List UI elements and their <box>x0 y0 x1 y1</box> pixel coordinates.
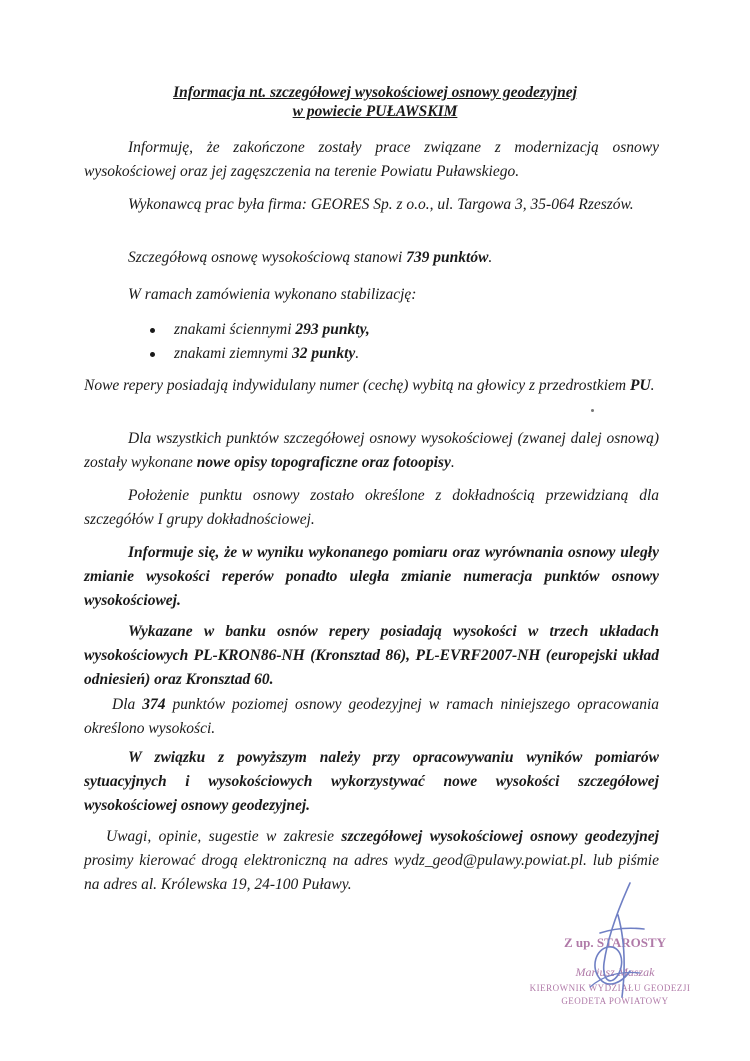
point-count-end: . <box>488 249 493 266</box>
stamp-position: KIEROWNIK WYDZIAŁU GEODEZJI <box>529 983 691 993</box>
paragraph-changes: Informuje się, że w wyniku wykonanego pomiaru oraz wyrównania osnowy uległy zmianie wysokości reperów ponadto uległa zmianie numeracja punktów osnowy wysokościowej. <box>84 544 659 609</box>
paragraph-benchmark-numbers: Nowe repery posiadają indywidulany numer (cechę) wybitą na głowicy z przedrostkiem PU. <box>84 377 655 394</box>
list-item <box>150 342 610 366</box>
stabilization-list <box>150 318 610 366</box>
contact-highlight: szczegółowej wysokościowej osnowy geodezyjnej <box>341 828 659 845</box>
list-item-text: znakami ziemnymi 32 punkty. <box>174 345 360 362</box>
bullet-icon <box>150 352 155 357</box>
horizontal-count: 374 <box>142 696 166 713</box>
handwritten-signature <box>560 875 670 1005</box>
scan-speck <box>591 409 594 412</box>
document-title-line2: w powiecie PUŁAWSKIM <box>292 103 458 120</box>
paragraph-contact: Uwagi, opinie, sugestie w zakresie szczegółowej wysokościowej osnowy geodezyjnej prosimy kierować drogą elektroniczną na adres wydz_geod@pulawy.powiat.pl. lub piśmie na adres al. Królewska 19, 24-100 Puławy. <box>84 828 659 893</box>
paragraph-point-count <box>84 246 659 270</box>
paragraph-accuracy: Położenie punktu osnowy zostało określone z dokładnością przewidzianą dla szczegółów I grupy dokładnościowej. <box>84 487 659 528</box>
paragraph-recommendation: W związku z powyższym należy przy opracowywaniu wyników pomiarów sytuacyjnych i wysokościowych wykorzystywać nowe wysokości szczegółowej wysokościowej osnowy geodezyjnej. <box>84 749 659 814</box>
paragraph-intro: Informuję, że zakończone zostały prace związane z modernizacją osnowy wysokościowej oraz jej zagęszczenia na terenie Powiatu Puławskiego. <box>84 139 659 180</box>
paragraph-contractor: Wykonawcą prac była firma: GEORES Sp. z o.o., ul. Targowa 3, 35-064 Rzeszów. <box>128 196 634 213</box>
paragraph-stabilization: W ramach zamówienia wykonano stabilizację: <box>128 286 417 303</box>
document-title-line1: Informacja nt. szczegółowej wysokościowej osnowy geodezyjnej <box>173 84 577 101</box>
stamp-name: Mariusz Maszak <box>575 965 655 979</box>
paragraph-descriptions: Dla wszystkich punktów szczegółowej osnowy wysokościowej (zwanej dalej osnową) zostały wykonane nowe opisy topograficzne oraz fotoopisy. <box>84 430 659 471</box>
prefix-value: PU <box>630 377 651 394</box>
descriptions-highlight: nowe opisy topograficzne oraz fotoopisy <box>196 454 451 471</box>
bullet-icon <box>150 328 155 333</box>
paragraph-horizontal-points: Dla 374 punktów poziomej osnowy geodezyjnej w ramach niniejszego opracowania określono wysokości. <box>84 696 659 737</box>
point-count-text: Szczegółową osnowę wysokościową stanowi <box>128 249 407 266</box>
point-count-value: 739 punktów <box>406 249 489 266</box>
stamp-authority: Z up. STAROSTY <box>564 935 666 950</box>
list-item <box>150 318 610 342</box>
stamp-role: GEODETA POWIATOWY <box>561 996 669 1006</box>
paragraph-height-systems: Wykazane w banku osnów repery posiadają wysokości w trzech układach wysokościowych PL-KRON86-NH (Kronsztad 86), PL-EVRF2007-NH (europejski układ odniesień) oraz Kronsztad 60. <box>84 623 659 688</box>
list-item-text: znakami ściennymi 293 punkty, <box>174 321 370 338</box>
